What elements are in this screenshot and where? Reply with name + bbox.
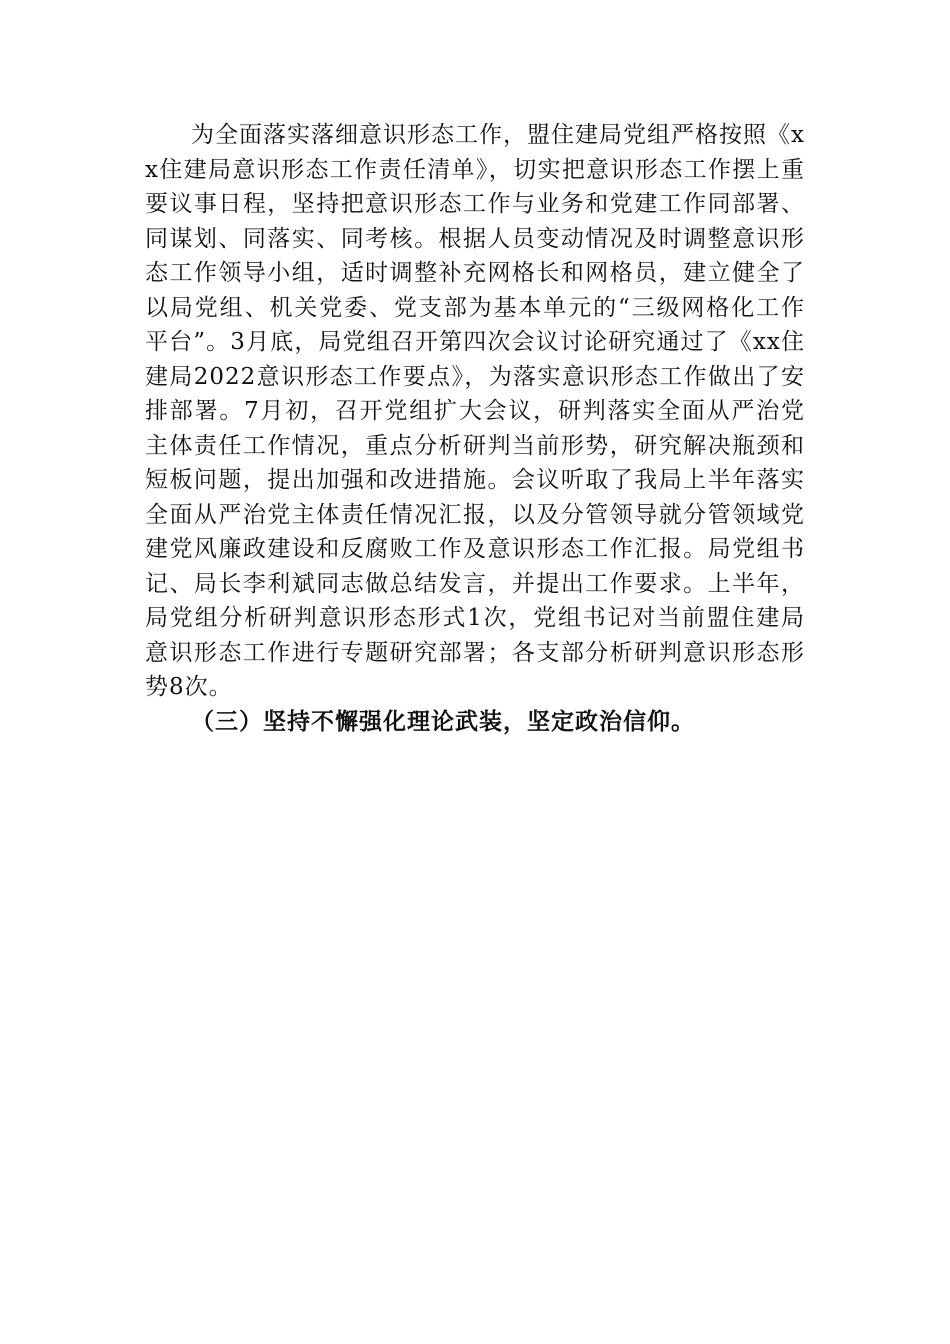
section-heading: （三）坚持不懈强化理论武装，坚定政治信仰。 xyxy=(191,707,695,735)
document-body xyxy=(145,118,805,739)
body-paragraph: 为全面落实落细意识形态工作，盟住建局党组严格按照《xx住建局意识形态工作责任清单》，切实把意识形态工作摆上重要议事日程，坚持把意识形态工作与业务和党建工作同部署、同谋划、同落实、同考核。根据人员变动情况及时调整意识形态工作领导小组，适时调整补充网格长和网格员，建立健全了以局党组、机关党委、党支部为基本单元的“三级网格化工作平台”。3月底，局党组召开第四次会议讨论研究通过了《xx住建局2022意识形态工作要点》，为落实意识形态工作做出了安排部署。7月初，召开党组扩大会议，研判落实全面从严治党主体责任工作情况，重点分析研判当前形势，研究解决瓶颈和短板问题，提出加强和改进措施。会议听取了我局上半年落实全面从严治党主体责任情况汇报，以及分管领导就分管领域党建党风廉政建设和反腐败工作及意识形态工作汇报。局党组书记、局长李利斌同志做总结发言，并提出工作要求。上半年，局党组分析研判意识形态形式1次，党组书记对当前盟住建局意识形态工作进行专题研究部署；各支部分析研判意识形态形势8次。 xyxy=(145,122,805,700)
